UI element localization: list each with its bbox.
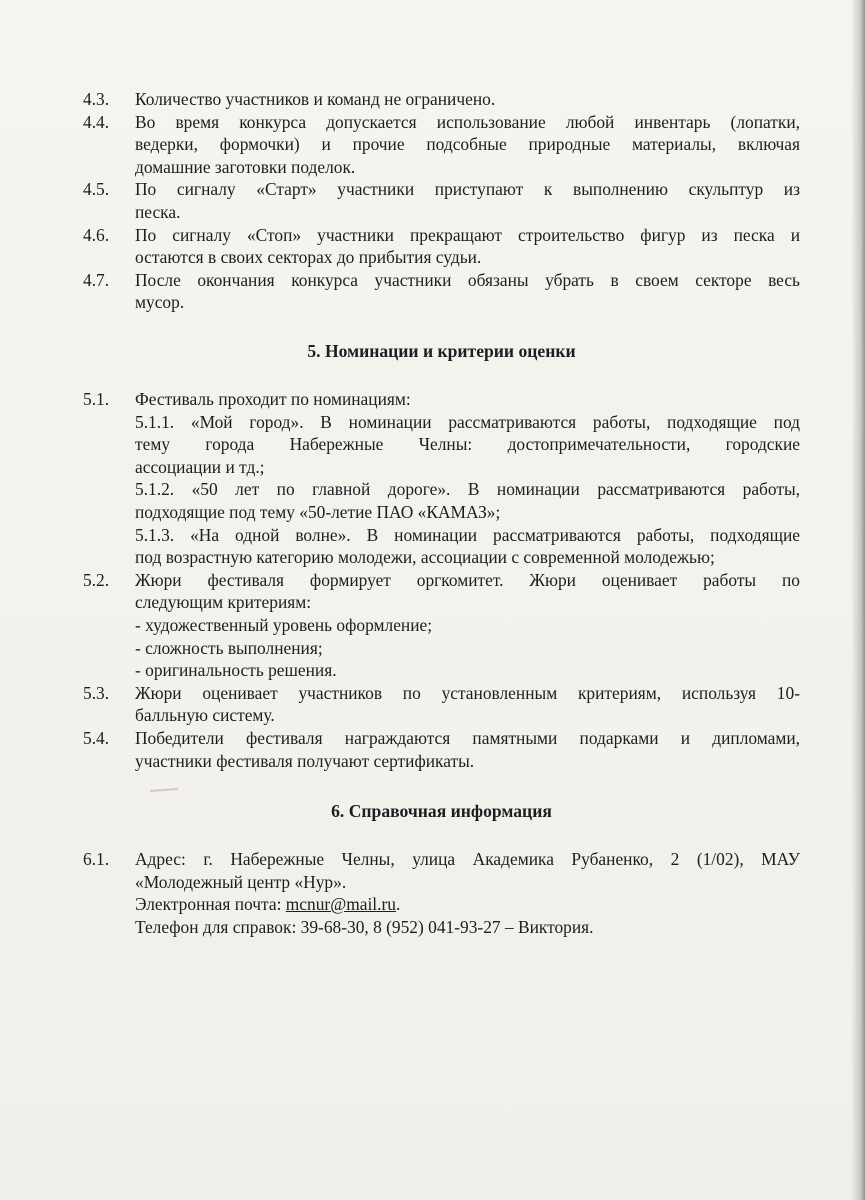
address-text: Адрес: г. Набережные Челны, улица Академика Рубаненко, 2 (1/02), МАУ — [135, 849, 800, 869]
list-item-5-2 — [83, 569, 800, 682]
item-number: 5.2. — [83, 569, 110, 590]
criteria-item: - оригинальность решения. — [135, 660, 337, 681]
list-item-5-1 — [83, 388, 800, 569]
list-item-5-4 — [83, 727, 800, 772]
list-item-4-5 — [83, 178, 800, 223]
sub-item-text: подходящие под тему «50-летие ПАО «КАМАЗ»; — [135, 501, 501, 522]
item-number: 5.3. — [83, 682, 110, 703]
list-item-4-7 — [83, 269, 800, 314]
section-5-heading: 5. Номинации и критерии оценки — [307, 341, 576, 361]
document-body — [83, 88, 800, 937]
item-number: 5.4. — [83, 727, 110, 748]
item-text: остаются в своих секторах до прибытия судьи. — [135, 247, 482, 268]
sub-item-text: 5.1.1. «Мой город». В номинации рассматриваются работы, подходящие под — [135, 411, 800, 432]
item-number: 5.1. — [83, 389, 110, 409]
item-number: 4.6. — [83, 224, 110, 245]
sub-item-text: 5.1.2. «50 лет по главной дороге». В номинации рассматриваются работы, — [135, 479, 800, 500]
section-6-heading: 6. Справочная информация — [331, 801, 552, 821]
item-text: следующим критериям: — [135, 592, 312, 613]
criteria-item: - художественный уровень оформление; — [135, 614, 433, 635]
sub-item-text: 5.1.3. «На одной волне». В номинации рассматриваются работы, подходящие — [135, 524, 800, 545]
item-text: Победители фестиваля награждаются памятными подарками и дипломами, — [135, 727, 800, 748]
email-link[interactable]: mcnur@mail.ru — [285, 894, 396, 915]
item-text: По сигналу «Стоп» участники прекращают строительство фигур из песка и — [135, 224, 800, 245]
email-label: Электронная почта: — [135, 894, 286, 915]
item-text: Фестиваль проходит по номинациям: — [135, 389, 411, 409]
item-number: 4.5. — [83, 179, 110, 200]
item-text: участники фестиваля получают сертификаты. — [135, 750, 475, 771]
item-text: После окончания конкурса участники обязаны убрать в своем секторе весь — [135, 269, 800, 290]
sub-item-text: ассоциации и тд.; — [135, 456, 265, 477]
item-number: 4.7. — [83, 269, 110, 290]
list-item-4-6 — [83, 224, 800, 269]
address-text: «Молодежный центр «Нур». — [135, 871, 347, 892]
section-5-list — [83, 388, 800, 772]
item-text: мусор. — [135, 292, 185, 313]
sub-item-text: под возрастную категорию молодежи, ассоциации с современной молодежью; — [135, 547, 715, 568]
sub-item-text: тему города Набережные Челны: достопримечательности, городские — [135, 434, 800, 455]
list-item-6-1 — [83, 848, 800, 938]
email-tail: . — [395, 894, 401, 915]
criteria-item: - сложность выполнения; — [135, 637, 323, 658]
email-line — [135, 893, 800, 916]
phone-text: Телефон для справок: 39-68-30, 8 (952) 041-93-27 – Виктория. — [135, 916, 594, 937]
item-text: песка. — [135, 201, 181, 222]
item-text: ведерки, формочки) и прочие подсобные природные материалы, включая — [135, 134, 800, 155]
item-number: 4.3. — [83, 89, 110, 109]
item-text: Количество участников и команд не ограничено. — [135, 89, 496, 109]
item-text: Жюри оценивает участников по установленным критериям, используя 10- — [135, 682, 800, 703]
item-text: балльную систему. — [135, 705, 275, 726]
scan-edge-shadow — [851, 0, 865, 1200]
scan-ink-mark — [150, 788, 178, 792]
item-text: По сигналу «Старт» участники приступают к выполнению скульптур из — [135, 179, 800, 200]
list-item-4-4 — [83, 111, 800, 179]
section-4-list — [83, 88, 800, 314]
item-text: домашние заготовки поделок. — [135, 156, 356, 177]
item-number: 6.1. — [83, 849, 110, 869]
item-text: Жюри фестиваля формирует оргкомитет. Жюри оценивает работы по — [135, 569, 800, 590]
list-item-4-3 — [83, 88, 800, 111]
list-item-5-3 — [83, 682, 800, 727]
item-text: Во время конкурса допускается использование любой инвентарь (лопатки, — [135, 111, 800, 132]
section-6-list — [83, 848, 800, 938]
item-number: 4.4. — [83, 111, 110, 132]
